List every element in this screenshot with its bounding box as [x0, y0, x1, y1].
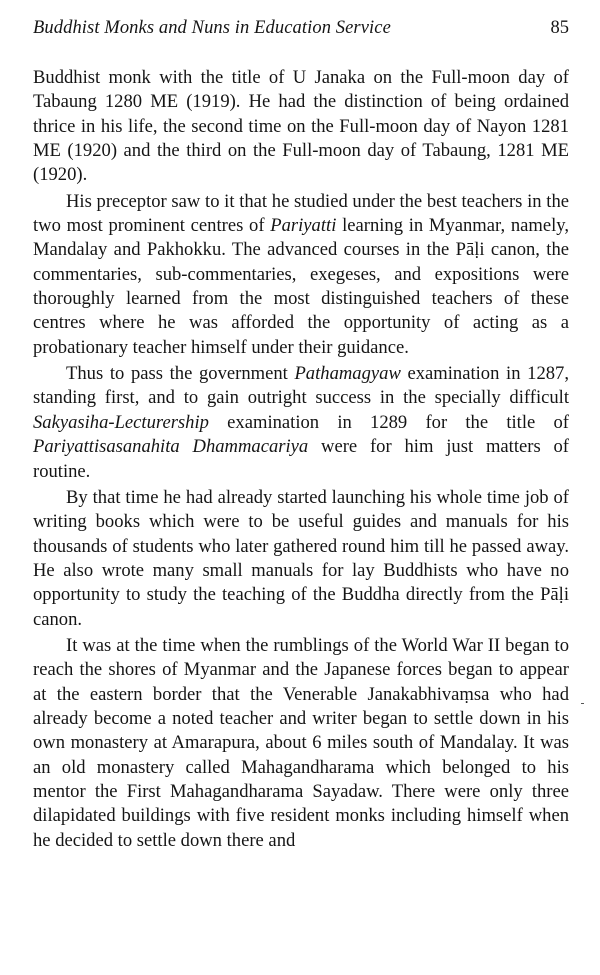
- text-run: Thus to pass the government: [66, 363, 295, 385]
- text-run: were for him just matters of routine.: [33, 436, 569, 482]
- paragraph-ordination: [33, 66, 569, 188]
- paragraph-examinations: [33, 362, 569, 484]
- text-run: It was at the time when the rumblings of the World War II began to reach the shores of Myanmar and the Japanese forces began to appear at the eastern border that the Venerable Janakabhivaṃsa who had already become a noted teacher and writer began to settle down in his own monastery at Amarapura, about 6 miles south of Mandalay. It was an old monastery called Mahagandharama which belonged to his mentor the First Mahagandharama Sayadaw. There were only three dilapidated buildings with five resident monks including himself when he decided to settle down there and: [33, 634, 569, 851]
- paragraph-preceptor: [33, 190, 569, 360]
- page-number: 85: [550, 18, 569, 38]
- text-run: By that time he had already started launching his whole time job of writing books which were to be useful guides and manuals for his thousands of students who later gathered round him till he passed away. He also wrote many small manuals for lay Buddhists who have no opportunity to study the teaching of the Buddha directly from the Pāḷi canon.: [33, 486, 569, 630]
- text-run: examination in 1287, standing first, and to gain outright success in the specially difficult: [33, 363, 569, 409]
- paragraph-writing-books: [33, 486, 569, 632]
- body-text: [33, 66, 569, 855]
- text-run: Buddhist monk with the title of U Janaka on the Full-moon day of Tabaung 1280 ME (1919). He had the distinction of being ordained thrice in his life, the second time on the Full-moon day of Nayon 1281 ME (1920) and the third on the Full-moon day of Tabaung, 1281 ME (1920).: [33, 67, 569, 186]
- italic-term: Pariyattisasanahita Dhammacariya: [33, 436, 309, 458]
- running-head: [33, 18, 569, 44]
- margin-mark: [581, 703, 584, 704]
- text-run: His preceptor saw to it that he studied under the best teachers in the two most prominent centres of: [33, 190, 569, 237]
- italic-term: Pathamagyaw: [294, 363, 401, 385]
- paragraph-monastery: [33, 634, 569, 853]
- text-run: learning in Myanmar, namely, Mandalay and Pakhokku. The advanced courses in the Pāḷi canon, the commentaries, sub-commentaries, exegeses, and expositions were thoroughly learned from the most distinguished teachers of these centres where he was afforded the opportunity of acting as a probationary teacher himself under their guidance.: [33, 215, 570, 358]
- italic-term: Pariyatti: [270, 215, 337, 237]
- text-run: examination in 1289 for the title of: [208, 411, 569, 433]
- italic-term: Sakyasiha-Lecturership: [33, 411, 209, 433]
- running-title: Buddhist Monks and Nuns in Education Service: [33, 18, 391, 38]
